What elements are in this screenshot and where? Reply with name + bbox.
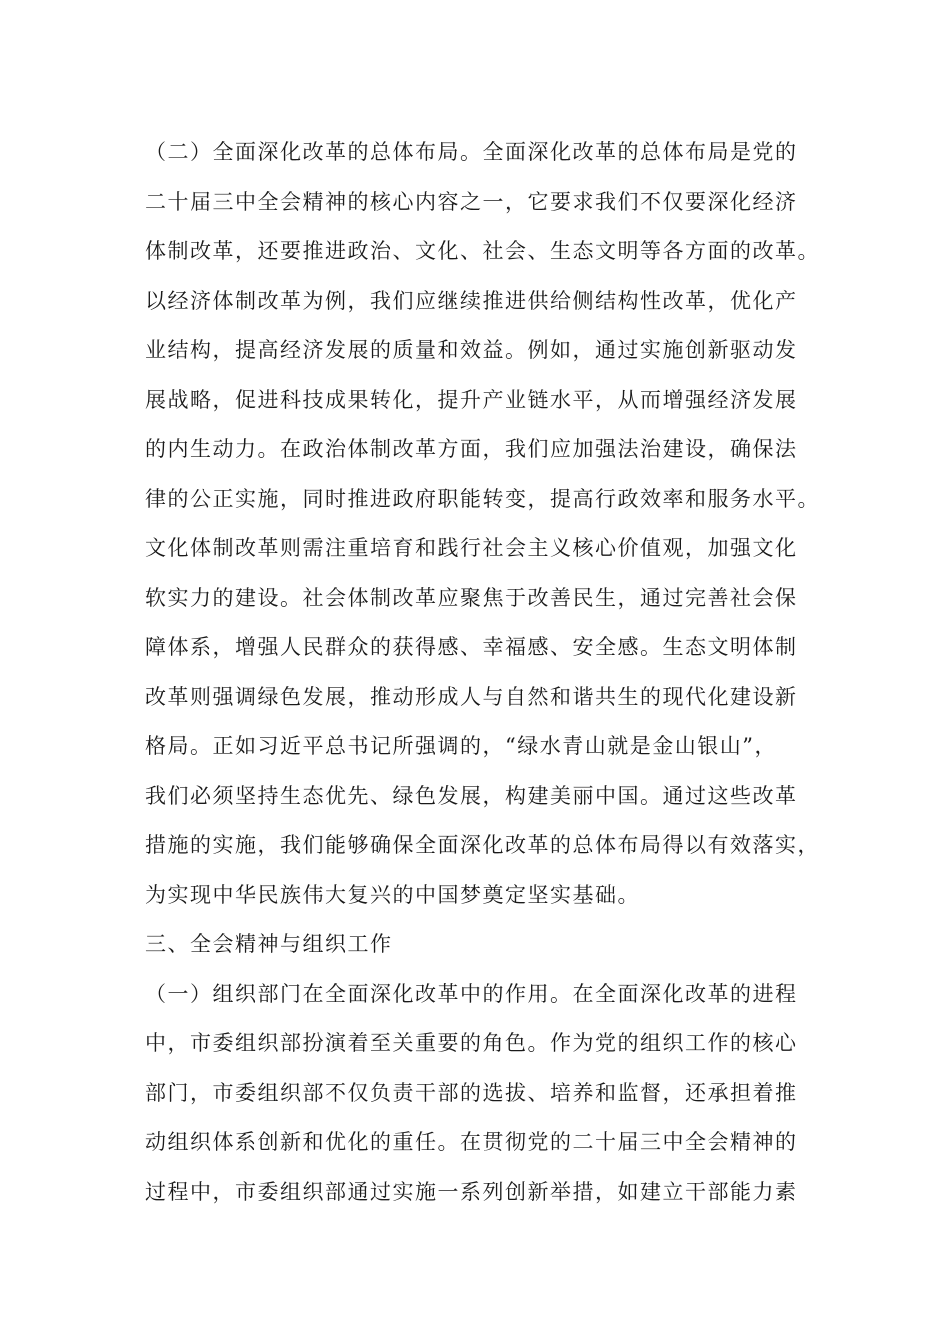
text-line: 二十届三中全会精神的核心内容之一，它要求我们不仅要深化经济: [145, 189, 798, 214]
text-line: 以经济体制改革为例，我们应继续推进供给侧结构性改革，优化产: [145, 288, 798, 313]
text-line: 我们必须坚持生态优先、绿色发展，构建美丽中国。通过这些改革: [145, 783, 798, 808]
text-line: 中，市委组织部扮演着至关重要的角色。作为党的组织工作的核心: [145, 1031, 798, 1055]
text-line: 改革则强调绿色发展，推动形成人与自然和谐共生的现代化建设新: [145, 684, 798, 709]
text-line: 的内生动力。在政治体制改革方面，我们应加强法治建设，确保法: [145, 437, 798, 461]
text-line: 部门，市委组织部不仅负责干部的选拔、培养和监督，还承担着推: [145, 1080, 798, 1105]
text-line: 过程中，市委组织部通过实施一系列创新举措，如建立干部能力素: [145, 1179, 798, 1204]
text-line: 展战略，促进科技成果转化，提升产业链水平，从而增强经济发展: [145, 387, 798, 412]
text-line: 业结构，提高经济发展的质量和效益。例如，通过实施创新驱动发: [145, 338, 798, 362]
text-line: 为实现中华民族伟大复兴的中国梦奠定坚实基础。: [145, 882, 640, 907]
body-text: [145, 128, 825, 1217]
paragraph-2-heading-line: （二）全面深化改革的总体布局。全面深化改革的总体布局是党的: [145, 140, 798, 164]
text-line: 文化体制改革则需注重培育和践行社会主义核心价值观，加强文化: [145, 536, 798, 560]
text-line: 措施的实施，我们能够确保全面深化改革的总体布局得以有效落实，: [145, 833, 820, 857]
text-line: 障体系，增强人民群众的获得感、幸福感、安全感。生态文明体制: [145, 635, 798, 659]
text-line: 动组织体系创新和优化的重任。在贯彻党的二十届三中全会精神的: [145, 1130, 798, 1154]
section-heading: 三、全会精神与组织工作: [145, 932, 393, 956]
paragraph-1-heading-line: （一）组织部门在全面深化改革中的作用。在全面深化改革的进程: [145, 981, 798, 1006]
text-line: 律的公正实施，同时推进政府职能转变，提高行政效率和服务水平。: [145, 486, 820, 511]
text-line: 格局。正如习近平总书记所强调的，“绿水青山就是金山银山”，: [145, 734, 777, 758]
text-line: 体制改革，还要推进政治、文化、社会、生态文明等各方面的改革。: [145, 239, 820, 263]
text-line: 软实力的建设。社会体制改革应聚焦于改善民生，通过完善社会保: [145, 585, 798, 610]
